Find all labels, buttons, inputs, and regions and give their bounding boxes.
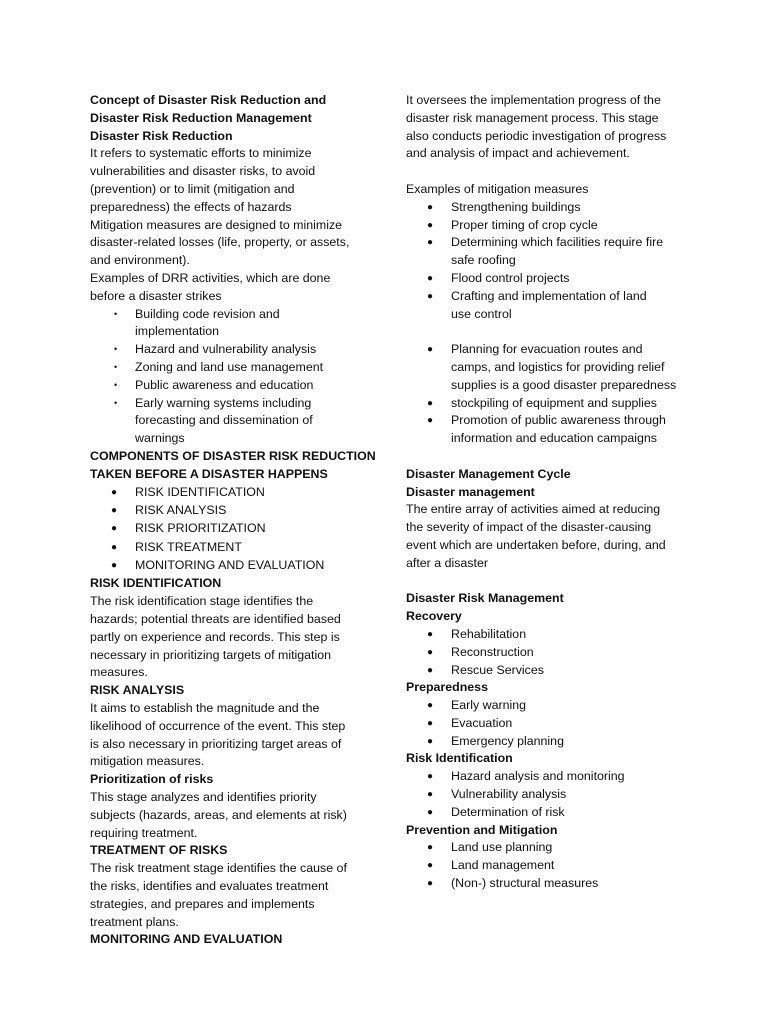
list-item (90, 502, 366, 520)
drm-heading: Disaster Risk Management (406, 591, 564, 606)
left-column (90, 92, 376, 949)
list-item-line: Building code revision and (135, 306, 280, 321)
risk-analysis-heading: RISK ANALYSIS (90, 683, 185, 698)
blank-line (406, 323, 692, 341)
text-line: (prevention) or to limit (mitigation and (90, 181, 295, 196)
bullet-icon: ● (427, 219, 434, 231)
list-item-line: Early warning (451, 698, 527, 713)
text-line: Examples of DRR activities, which are done (90, 270, 331, 285)
list-item (406, 733, 692, 751)
list-item (406, 715, 692, 733)
text-line: is also necessary in prioritizing target areas of (90, 736, 342, 751)
list-item-line: implementation (135, 324, 220, 339)
text-line: strategies, and prepares and implements (90, 896, 315, 911)
list-item-line: RISK PRIORITIZATION (135, 521, 266, 536)
list-item (406, 804, 692, 822)
list-item (90, 395, 366, 448)
text-line: It refers to systematic efforts to minimize (90, 146, 312, 161)
text-line: hazards; potential threats are identified based (90, 612, 341, 627)
cycle-heading: Disaster Management Cycle (406, 466, 571, 481)
bullet-icon: ● (427, 735, 434, 747)
text-line: The risk identification stage identifies the (90, 594, 314, 609)
list-item-line: Land use planning (451, 840, 553, 855)
list-item-line: RISK IDENTIFICATION (135, 484, 265, 499)
management-heading: Disaster management (406, 484, 535, 499)
preparedness-list (406, 697, 692, 750)
prioritization-heading: Prioritization of risks (90, 772, 214, 787)
list-item-line: Land management (451, 858, 555, 873)
list-item (90, 359, 366, 377)
text-line: subjects (hazards, areas, and elements at risk) (90, 807, 347, 822)
text-line: It oversees the implementation progress of the (406, 93, 661, 107)
list-item-line: Flood control projects (451, 270, 570, 285)
list-item-line: supplies is a good disaster preparedness (451, 377, 677, 392)
text-line: The risk treatment stage identifies the cause of (90, 861, 347, 876)
prioritization-text (90, 789, 366, 842)
bullet-icon: ● (427, 237, 434, 249)
list-item (406, 270, 692, 288)
bullet-icon: ● (427, 397, 434, 409)
bullet-icon: ● (427, 201, 434, 213)
list-item-line: forecasting and dissemination of (135, 413, 313, 428)
bullet-icon: ● (111, 523, 118, 535)
components-heading (90, 448, 376, 484)
list-item-line: Evacuation (451, 715, 513, 730)
text-line: the severity of impact of the disaster-causing (406, 520, 652, 535)
bullet-icon: ● (427, 290, 434, 302)
blank-line (406, 448, 692, 466)
list-item (90, 557, 366, 575)
list-item (406, 626, 692, 644)
list-item (406, 768, 692, 786)
bullet-icon: ● (427, 664, 434, 676)
bullet-icon: ● (427, 344, 434, 356)
text-line: and analysis of impact and achievement. (406, 146, 630, 161)
text-line: the risks, identifies and evaluates treatment (90, 879, 329, 894)
text-line: requiring treatment. (90, 825, 198, 840)
bullet-icon: ● (427, 717, 434, 729)
list-item-line: Planning for evacuation routes and (451, 342, 643, 357)
list-item (406, 839, 692, 857)
list-item-line: Emergency planning (451, 733, 564, 748)
bullet-icon: ● (427, 860, 434, 872)
preparedness-heading: Preparedness (406, 680, 488, 695)
list-item-line: Hazard analysis and monitoring (451, 769, 625, 784)
text-line: measures. (90, 665, 148, 680)
bullet-icon: ● (427, 878, 434, 890)
list-item-line: Crafting and implementation of land (451, 288, 647, 303)
drr-examples-intro (90, 270, 366, 306)
treatment-heading: TREATMENT OF RISKS (90, 843, 228, 858)
monitoring-heading: MONITORING AND EVALUATION (90, 932, 283, 947)
recovery-heading: Recovery (406, 609, 462, 624)
treatment-text (90, 860, 366, 931)
drr-examples-list (90, 306, 366, 448)
prevention-list (406, 839, 692, 892)
text-line: mitigation measures. (90, 754, 205, 769)
heading-line: COMPONENTS OF DISASTER RISK REDUCTION (90, 448, 376, 463)
list-item-line: warnings (135, 431, 185, 446)
drr-definition (90, 145, 366, 270)
text-line: and environment). (90, 253, 190, 268)
list-item-line: Determination of risk (451, 804, 565, 819)
list-item-line: safe roofing (451, 253, 516, 268)
list-item-line: Proper timing of crop cycle (451, 217, 598, 232)
list-item (90, 306, 366, 342)
title-line: Disaster Risk Reduction Management (90, 110, 312, 125)
text-line: preparedness) the effects of hazards (90, 199, 292, 214)
components-list (90, 484, 366, 575)
list-item (90, 520, 366, 538)
right-column (406, 92, 692, 893)
text-line: also conducts periodic investigation of progress (406, 128, 667, 143)
bullet-icon: ● (427, 646, 434, 658)
prevention-heading: Prevention and Mitigation (406, 822, 558, 837)
list-item (406, 341, 692, 394)
list-item-line: Early warning systems including (135, 395, 312, 410)
bullet-icon: • (114, 397, 118, 408)
risk-id-list (406, 768, 692, 821)
list-item-line: Promotion of public awareness through (451, 413, 666, 428)
list-item (406, 857, 692, 875)
text-line: The entire array of activities aimed at reducing (406, 502, 661, 517)
bullet-icon: • (114, 344, 118, 355)
bullet-icon: • (114, 379, 118, 390)
list-item-line: Determining which facilities require fire (451, 235, 664, 250)
mitigation-intro: Examples of mitigation measures (406, 181, 589, 196)
list-item-line: Vulnerability analysis (451, 787, 567, 802)
list-item (406, 412, 692, 448)
list-item (406, 644, 692, 662)
text-line: Mitigation measures are designed to minimize (90, 217, 343, 232)
list-item-line: use control (451, 306, 512, 321)
list-item-line: Rescue Services (451, 662, 544, 677)
blank-line (406, 163, 692, 181)
risk-identification-text (90, 593, 366, 682)
list-item-line: Hazard and vulnerability analysis (135, 342, 317, 357)
bullet-icon: ● (111, 560, 118, 572)
list-item (406, 288, 692, 324)
text-line: treatment plans. (90, 914, 179, 929)
bullet-icon: ● (111, 504, 118, 516)
list-item-line: camps, and logistics for providing relief (451, 359, 665, 374)
text-line: necessary in prioritizing targets of mitigation (90, 647, 332, 662)
text-line: disaster-related losses (life, property, or assets, (90, 235, 350, 250)
list-item (90, 377, 366, 395)
title-line: Concept of Disaster Risk Reduction and (90, 93, 327, 107)
list-item (406, 234, 692, 270)
bullet-icon: ● (111, 541, 118, 553)
text-line: vulnerabilities and disaster risks, to avoid (90, 164, 316, 179)
drr-heading: Disaster Risk Reduction (90, 128, 233, 143)
bullet-icon: ● (427, 700, 434, 712)
bullet-icon: ● (111, 486, 118, 498)
list-item-line: information and education campaigns (451, 431, 657, 446)
list-item (90, 539, 366, 557)
list-item-line: Reconstruction (451, 644, 534, 659)
list-item-line: MONITORING AND EVALUATION (135, 558, 325, 573)
list-item (406, 395, 692, 413)
list-item-line: stockpiling of equipment and supplies (451, 395, 657, 410)
list-item-line: (Non-) structural measures (451, 876, 599, 891)
list-item-line: Strengthening buildings (451, 199, 581, 214)
monitoring-text (406, 92, 692, 163)
preparedness-examples-list (406, 341, 692, 448)
list-item-line: RISK ANALYSIS (135, 502, 227, 517)
bullet-icon: • (114, 361, 118, 372)
bullet-icon: ● (427, 415, 434, 427)
text-line: before a disaster strikes (90, 288, 222, 303)
text-line: disaster risk management process. This stage (406, 110, 659, 125)
management-text (406, 501, 692, 572)
text-line: It aims to establish the magnitude and the (90, 701, 320, 716)
bullet-icon: ● (427, 628, 434, 640)
bullet-icon: • (114, 308, 118, 319)
bullet-icon: ● (427, 842, 434, 854)
document-title (90, 92, 366, 128)
risk-id-heading: Risk Identification (406, 751, 513, 766)
list-item-line: Zoning and land use management (135, 359, 324, 374)
text-line: partly on experience and records. This step is (90, 629, 340, 644)
list-item-line: RISK TREATMENT (135, 539, 242, 554)
heading-line: TAKEN BEFORE A DISASTER HAPPENS (90, 466, 328, 481)
list-item (90, 341, 366, 359)
text-line: likelihood of occurrence of the event. This step (90, 718, 346, 733)
bullet-icon: ● (427, 272, 434, 284)
bullet-icon: ● (427, 771, 434, 783)
bullet-icon: ● (427, 806, 434, 818)
list-item (406, 217, 692, 235)
list-item-line: Rehabilitation (451, 626, 527, 641)
blank-line (406, 573, 692, 591)
list-item (406, 662, 692, 680)
recovery-list (406, 626, 692, 679)
list-item-line: Public awareness and education (135, 377, 314, 392)
list-item (406, 199, 692, 217)
risk-analysis-text (90, 700, 366, 771)
text-line: after a disaster (406, 555, 488, 570)
risk-identification-heading: RISK IDENTIFICATION (90, 576, 222, 591)
text-line: event which are undertaken before, during, and (406, 537, 666, 552)
text-line: This stage analyzes and identifies priority (90, 790, 317, 805)
list-item (406, 875, 692, 893)
list-item (406, 697, 692, 715)
list-item (406, 786, 692, 804)
mitigation-examples-list (406, 199, 692, 324)
list-item (90, 484, 366, 502)
bullet-icon: ● (427, 789, 434, 801)
